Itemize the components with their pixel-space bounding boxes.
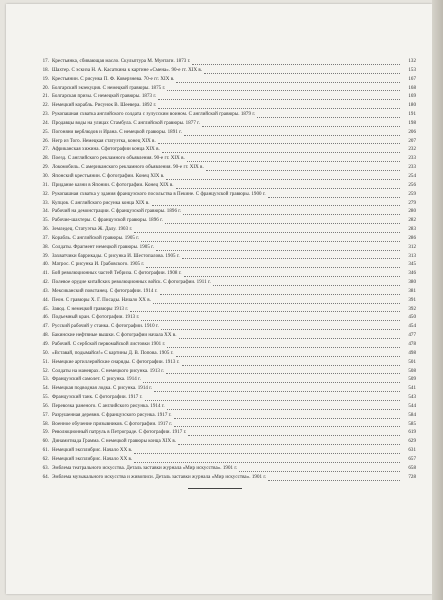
list-item <box>38 261 416 270</box>
list-item <box>38 376 416 385</box>
entry-title: Шахтер. С эскиза Н. А. Касаткина к картине «Смена». 90-е гг. XIX в. <box>52 67 203 73</box>
entry-number: 60. <box>42 439 49 445</box>
entry-page: 619 <box>408 430 416 436</box>
entry-page: 180 <box>408 103 416 109</box>
dot-leader <box>202 125 400 127</box>
end-rule <box>188 488 242 489</box>
entry-page: 345 <box>408 262 416 268</box>
dot-leader <box>176 355 400 357</box>
entry-title: Немецкий корабль. Рисунок В. Шеевера. 1892 г. <box>52 103 157 109</box>
entry-page: 728 <box>408 474 416 480</box>
dot-leader <box>167 89 400 91</box>
entry-number: 62. <box>42 456 49 462</box>
entry-title: Продавцы воды на улицах Стамбула. С английской гравюры. 1877 г. <box>52 120 201 126</box>
entry-title: Динамитиада Грамма. С немецкой гравюры конца XIX в. <box>52 439 177 445</box>
entry-page: 584 <box>408 412 416 418</box>
dot-leader <box>134 231 400 233</box>
entry-number: 23. <box>42 112 49 118</box>
entry-number: 25. <box>42 129 49 135</box>
entry-title: Эмблема театрального искусства. Деталь заставки журнала «Мир искусства». 1901 г. <box>52 465 238 471</box>
list-item <box>38 359 416 368</box>
list-item <box>38 173 416 182</box>
dot-leader <box>174 417 400 419</box>
dot-leader <box>141 240 400 242</box>
entry-number: 24. <box>42 120 49 126</box>
dot-leader <box>176 187 400 189</box>
list-item <box>38 350 416 359</box>
entry-number: 26. <box>42 138 49 144</box>
entry-title: Погоняни верблюдов и Ирана. С немецкой гравюры. 1891 г. <box>52 129 182 135</box>
entry-page: 450 <box>408 315 416 321</box>
entry-number: 53. <box>42 377 49 383</box>
entry-page: 509 <box>408 377 416 383</box>
dot-leader <box>141 319 400 321</box>
entry-title: Болгарская призы. С немецкой гравюры. 1873 г. <box>52 94 157 100</box>
list-item <box>38 412 416 421</box>
entry-title: Бой революционных частей Тебриза. С фотографии. 1908 г. <box>52 271 182 277</box>
entry-page: 543 <box>408 395 416 401</box>
entry-number: 57. <box>42 412 49 418</box>
entry-page: 169 <box>408 94 416 100</box>
dot-leader <box>161 328 400 330</box>
entry-page: 380 <box>408 280 416 286</box>
entry-title: Японский крестьянин. С фотографии. Конец XIX в. <box>52 173 165 179</box>
entry-page: 454 <box>408 324 416 330</box>
entry-page: 585 <box>408 421 416 427</box>
entry-number: 56. <box>42 403 49 409</box>
entry-number: 41. <box>42 271 49 277</box>
page-edge <box>432 0 443 600</box>
dot-leader <box>239 470 400 472</box>
entry-number: 51. <box>42 359 49 365</box>
dot-leader <box>158 142 400 144</box>
list-item <box>38 76 416 85</box>
entry-title: Мексиканский повстанец. С фотографии. 1914 г. <box>52 288 158 294</box>
list-item <box>38 129 416 138</box>
entry-title: Рабочий на демонстрации. С французской гравюры. 1896 г. <box>52 209 182 215</box>
entry-page: 233 <box>408 156 416 162</box>
entry-page: 191 <box>408 112 416 118</box>
entry-number: 35. <box>42 218 49 224</box>
entry-page: 286 <box>408 235 416 241</box>
list-item <box>38 447 416 456</box>
list-item <box>38 341 416 350</box>
entry-title: Захватчики баррикады. С рисунка И. Шестопалова. 1905 г. <box>52 253 180 259</box>
entry-title: Рабочий. С сербской первомайской листовки 1901 г. <box>52 342 166 347</box>
entry-title: Немецкая подводная лодка. С рисунка. 1914 г. <box>52 386 153 392</box>
entry-page: 544 <box>408 403 416 409</box>
entry-page: 232 <box>408 147 416 153</box>
list-item <box>38 146 416 155</box>
entry-title: Рабочие-шахтеры. С французской гравюры. 1896 г. <box>52 218 163 224</box>
entry-page: 478 <box>408 342 416 347</box>
list-item <box>38 58 416 67</box>
dot-leader <box>268 479 400 481</box>
list-item <box>38 226 416 235</box>
entry-title: Матрос. С рисунка И. Грабовского. 1905 г. <box>52 262 145 268</box>
dot-leader <box>167 346 400 348</box>
dot-leader <box>134 452 400 454</box>
list-item <box>38 244 416 253</box>
list-item <box>38 102 416 111</box>
entry-title: Революционный патруль в Петрограде. С фотографии. 1917 г. <box>52 430 187 436</box>
dot-leader <box>154 390 400 392</box>
entry-page: 283 <box>408 227 416 233</box>
entry-title: Русский рабочий у станка. С фотографии. 1910 г. <box>52 324 159 330</box>
entry-title: Корабль. С английской гравюры. 1905 г. <box>52 235 140 241</box>
entry-number: 36. <box>42 227 49 233</box>
entry-page: 657 <box>408 456 416 462</box>
entry-title: Солдаты на маневрах. С немецкого рисунка. 1913 г. <box>52 368 165 374</box>
entry-page: 254 <box>408 173 416 179</box>
list-item <box>38 403 416 412</box>
entry-number: 40. <box>42 262 49 268</box>
list-item <box>38 279 416 288</box>
entry-number: 55. <box>42 395 49 401</box>
entry-page: 153 <box>408 67 416 73</box>
list-item <box>38 465 416 474</box>
list-item <box>38 297 416 306</box>
entry-page: 658 <box>408 465 416 471</box>
list-item <box>38 332 416 341</box>
list-item <box>38 111 416 120</box>
entry-page: 346 <box>408 271 416 277</box>
list-item <box>38 385 416 394</box>
entry-number: 63. <box>42 465 49 471</box>
list-item <box>38 368 416 377</box>
dot-leader <box>166 178 400 180</box>
dot-leader <box>257 116 400 118</box>
list-item <box>38 421 416 430</box>
dot-leader <box>158 107 400 109</box>
entry-title: Африканская хижина. Сфотографии конца XIX в. <box>52 147 160 153</box>
entry-number: 37. <box>42 235 49 241</box>
entry-number: 43. <box>42 288 49 294</box>
entry-title: Французский танк. С фотографии. 1917 г. <box>52 395 143 401</box>
entry-page: 631 <box>408 448 416 454</box>
entry-title: «Вставай, подымайся!» С картины Д. В. Попова. 1905 г. <box>52 350 174 356</box>
entry-number: 39. <box>42 253 49 259</box>
entry-page: 206 <box>408 129 416 135</box>
entry-number: 29. <box>42 165 49 171</box>
entry-title: Придание казни в Японии. С фотографии. Конец XIX в. <box>52 182 174 188</box>
entry-title: Завод. С немецкой гравюры 1913 г. <box>52 306 129 312</box>
list-item <box>38 438 416 447</box>
entry-number: 20. <box>42 85 49 91</box>
entry-number: 21. <box>42 94 49 100</box>
list-item <box>38 85 416 94</box>
entry-number: 45. <box>42 306 49 312</box>
entry-page: 168 <box>408 85 416 91</box>
dot-leader <box>176 81 400 83</box>
entry-number: 46. <box>42 315 49 321</box>
list-item <box>38 93 416 102</box>
dot-leader <box>268 196 400 198</box>
dot-leader <box>152 204 400 206</box>
entry-page: 501 <box>408 359 416 365</box>
dot-leader <box>187 160 400 162</box>
entry-page: 312 <box>408 244 416 250</box>
entry-number: 61. <box>42 448 49 454</box>
entry-title: Земледец. Статуэтка Ж. Далу. 1903 г. <box>52 227 133 233</box>
entry-title: Купцов. С английского рисунка конца XIX в. <box>52 200 150 206</box>
entry-title: Немецкий эксплибрис. Начало XX в. <box>52 456 133 462</box>
entry-title: Эмблема музыкального искусства и живописи. Деталь заставки журнала «Мир искусства». 1901 г. <box>52 474 267 480</box>
dot-leader <box>188 434 400 436</box>
entry-page: 282 <box>408 218 416 224</box>
dot-leader <box>156 249 400 251</box>
entry-title: Полевое орудие китайских революционных войск. С фотографии. 1911 г. <box>52 280 211 286</box>
dot-leader <box>134 461 400 463</box>
dot-leader <box>166 372 400 374</box>
dot-leader <box>213 284 400 286</box>
dot-leader <box>182 257 400 259</box>
entry-number: 54. <box>42 386 49 392</box>
list-item <box>38 182 416 191</box>
entry-number: 19. <box>42 76 49 82</box>
entry-page: 629 <box>408 439 416 445</box>
entry-page: 392 <box>408 306 416 312</box>
list-item <box>38 235 416 244</box>
entry-title: Крестьянин. С рисунка П. Ф. Коверзнева. 70-е гг. XIX в. <box>52 76 175 82</box>
entry-number: 17. <box>42 59 49 64</box>
dot-leader <box>153 302 400 304</box>
entry-page: 313 <box>408 253 416 259</box>
entry-number: 31. <box>42 182 49 188</box>
list-item <box>38 394 416 403</box>
entry-number: 59. <box>42 430 49 436</box>
dot-leader <box>130 310 400 312</box>
list-item <box>38 323 416 332</box>
list-item <box>38 474 416 483</box>
entry-page: 198 <box>408 120 416 126</box>
list-item <box>38 200 416 209</box>
list-item <box>38 314 416 323</box>
entry-page: 508 <box>408 368 416 374</box>
dot-leader <box>145 399 401 401</box>
dot-leader <box>167 408 400 410</box>
entry-number: 33. <box>42 200 49 206</box>
entry-number: 52. <box>42 368 49 374</box>
list-item <box>38 155 416 164</box>
entry-number: 47. <box>42 324 49 330</box>
entry-title: Крестьянка, сбивающая масло. Скульптура М. Мунтаги. 1873 г. <box>52 59 191 64</box>
entry-page: 132 <box>408 59 416 64</box>
dot-leader <box>204 72 400 74</box>
list-item <box>38 217 416 226</box>
entry-title: Немецкий эксплибрис. Начало XX в. <box>52 448 133 454</box>
entry-title: Болгарский экзекуция. С немецкой гравюры. 1875 г. <box>52 85 166 91</box>
entry-number: 42. <box>42 280 49 286</box>
entry-page: 207 <box>408 138 416 144</box>
entry-page: 233 <box>408 165 416 171</box>
dot-leader <box>165 222 400 224</box>
list-item <box>38 306 416 315</box>
entry-number: 34. <box>42 209 49 215</box>
entry-page: 256 <box>408 182 416 188</box>
dot-leader <box>160 293 400 295</box>
entry-number: 48. <box>42 333 49 339</box>
entry-page: 167 <box>408 76 416 82</box>
list-item <box>38 138 416 147</box>
entry-title: Рукопашная схватка английского солдата с зулусским воином. С английской гравюры. 1879 г. <box>52 112 256 118</box>
entry-number: 58. <box>42 421 49 427</box>
entry-page: 279 <box>408 200 416 206</box>
entry-title: Локомобиль. С американского рекламного объявления. 90-е гг. XIX в. <box>52 165 204 171</box>
dot-leader <box>183 213 400 215</box>
dot-leader <box>206 169 400 171</box>
entry-number: 32. <box>42 191 49 197</box>
dot-leader <box>192 63 400 65</box>
dot-leader <box>174 425 400 427</box>
dot-leader <box>184 275 400 277</box>
entry-page: 259 <box>408 191 416 197</box>
entry-number: 27. <box>42 147 49 153</box>
list-item <box>38 120 416 129</box>
list-item <box>38 429 416 438</box>
entry-page: 280 <box>408 209 416 215</box>
dot-leader <box>182 364 400 366</box>
entry-page: 381 <box>408 288 416 294</box>
list-item <box>38 191 416 200</box>
list-item <box>38 270 416 279</box>
entry-number: 50. <box>42 350 49 356</box>
book-page <box>6 4 432 594</box>
entry-number: 44. <box>42 297 49 303</box>
entry-title: Пеон. С гравюры Х. Г. Посады. Начало XX в. <box>52 297 151 303</box>
entry-title: Подъемный кран. С фотографии. 1913 г. <box>52 315 140 321</box>
entry-title: Негр из Того. Немецкая статуэтка, конец XIX в. <box>52 138 156 144</box>
entry-page: 498 <box>408 350 416 356</box>
list-item <box>38 253 416 262</box>
list-item <box>38 67 416 76</box>
entry-title: Разрушенная деревня. С французского рисунка. 1917 г. <box>52 412 172 418</box>
dot-leader <box>162 151 400 153</box>
entry-title: Бакинские нефтяные вышки. С фотографии начала XX в. <box>52 333 177 339</box>
dot-leader <box>179 337 400 339</box>
entry-number: 30. <box>42 173 49 179</box>
entry-number: 18. <box>42 67 49 73</box>
entry-number: 22. <box>42 103 49 109</box>
entry-number: 49. <box>42 342 49 347</box>
list-item <box>38 456 416 465</box>
entry-title: Немецкие артиллерийские снаряды. С фотографии. 1913 г. <box>52 359 180 365</box>
entry-title: Рукопашная схватка у здания французского посольства в Пекине. С французской гравюры. 1900 г. <box>52 191 266 197</box>
entry-page: 477 <box>408 333 416 339</box>
dot-leader <box>143 381 400 383</box>
entry-number: 64. <box>42 474 49 480</box>
dot-leader <box>158 98 400 100</box>
list-item <box>38 208 416 217</box>
entry-number: 28. <box>42 156 49 162</box>
dot-leader <box>184 134 400 136</box>
entry-title: Перевозка раненого. С английского рисунка. 1914 г. <box>52 403 165 409</box>
entry-title: Военное обучение призывников. С фотографии. 1917 г. <box>52 421 173 427</box>
entry-page: 391 <box>408 297 416 303</box>
dot-leader <box>146 266 400 268</box>
entry-number: 38. <box>42 244 49 250</box>
dot-leader <box>178 443 400 445</box>
entry-title: Солдаты. Фрагмент немецкой гравюры. 1905 г. <box>52 244 155 250</box>
entry-title: Французский самолет. С рисунка. 1914 г. <box>52 377 141 383</box>
list-item <box>38 164 416 173</box>
list-item <box>38 288 416 297</box>
illustrations-list <box>38 58 416 483</box>
entry-title: Поезд. С английского рекламного объявления. 90-е гг. XIX в. <box>52 156 185 162</box>
entry-page: 541 <box>408 386 416 392</box>
